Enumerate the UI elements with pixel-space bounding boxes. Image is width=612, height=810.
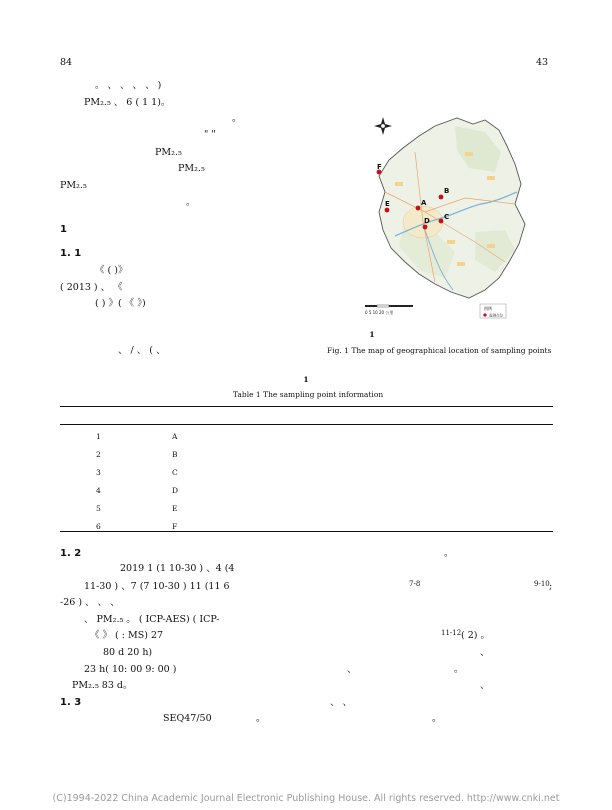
- sec12-semicolon: ;: [549, 581, 553, 592]
- body-line-2: PM₂.₅ 、 6 ( 1 1)。: [84, 97, 171, 108]
- place-marker: [457, 262, 465, 266]
- figure-caption-en: Fig. 1 The map of geographical location of sampling points: [327, 346, 552, 355]
- body-line-5: PM₂.₅: [155, 147, 182, 158]
- sec12-line-8: PM₂.₅ 83 d。: [72, 680, 133, 691]
- table-caption-en: Table 1 The sampling point information: [233, 390, 384, 399]
- sec12-line-7: 23 h( 10: 00 9: 00 ): [84, 664, 177, 675]
- body-line-6: PM₂.₅: [178, 163, 205, 174]
- map-legend: [480, 304, 506, 318]
- sampling-point-label: A: [421, 199, 427, 207]
- sec12-line-5-end: ( 2) 。: [461, 630, 490, 641]
- body-line-7: PM₂.₅: [60, 180, 87, 191]
- table-cell-no: 6: [96, 522, 101, 531]
- table-cell-point: E: [172, 504, 178, 513]
- sec12-line-4: 、 PM₂.₅ 。 ( ICP-AES) ( ICP-: [84, 614, 220, 625]
- sec13-line-1: 、 、: [330, 697, 353, 708]
- sec12-line-8-end: 、: [480, 680, 490, 691]
- table-cell-point: C: [172, 468, 178, 477]
- sec12-ref-11-12: 11-12: [441, 629, 462, 637]
- sec13-line-2-r2: 。: [432, 713, 442, 724]
- section-1-heading: 1: [60, 224, 67, 235]
- place-marker: [447, 240, 455, 244]
- table-cell-point: F: [172, 522, 178, 531]
- sec12-line-7-r1: 、: [347, 664, 357, 675]
- section-1-3-heading: 1. 3: [60, 697, 82, 708]
- table-number: 1: [303, 375, 309, 384]
- table-cell-no: 2: [96, 450, 101, 459]
- sec11-line-1: 《 ( )》: [95, 265, 128, 276]
- sampling-point-d: [423, 225, 428, 230]
- table-bottom-rule: [60, 531, 553, 532]
- place-marker: [487, 176, 495, 180]
- scale-bar-label: 0 5 10 20 公里: [365, 310, 394, 315]
- sampling-point-label: F: [377, 163, 382, 171]
- legend-title: 图例: [484, 306, 492, 311]
- sampling-point-b: [439, 195, 444, 200]
- body-line-3: 。: [232, 113, 242, 124]
- table-header-rule: [60, 424, 553, 425]
- table-cell-point: D: [172, 486, 179, 495]
- sampling-location-map: [365, 112, 555, 324]
- sec12-line-2: 11-30 ) 、7 (7 10-30 ) 11 (11 6: [84, 581, 230, 592]
- sampling-point-label: D: [424, 217, 430, 225]
- page-number-left: 84: [60, 57, 73, 68]
- sec12-line-5: 《 》 ( : MS) 27: [90, 630, 164, 641]
- sec12-line-7-r2: 。: [454, 664, 464, 675]
- body-line-8: 。: [186, 197, 196, 208]
- table-cell-no: 1: [96, 432, 101, 441]
- place-marker: [395, 182, 403, 186]
- sec12-line-3: -26 ) 、 、 、: [60, 597, 120, 608]
- region-outline: [379, 118, 525, 298]
- sec12-line-6: 80 d 20 h): [103, 647, 153, 658]
- scale-bar: [365, 305, 413, 315]
- sec13-line-2-r1: 。: [256, 713, 266, 724]
- table-cell-point: A: [172, 432, 178, 441]
- table-cell-no: 5: [96, 504, 101, 513]
- sampling-point-label: B: [444, 187, 450, 195]
- sampling-point-a: [416, 206, 421, 211]
- sec12-ref-9-10: 9-10: [534, 580, 550, 588]
- table-top-rule: [60, 406, 553, 407]
- sec11-line-4: 、 / 、 ( 、: [118, 345, 166, 356]
- sampling-point-c: [439, 219, 444, 224]
- sampling-point-e: [385, 208, 390, 213]
- table-cell-no: 4: [96, 486, 101, 495]
- page-number-right: 43: [536, 57, 549, 68]
- section-1-2-heading: 1. 2: [60, 548, 82, 559]
- figure-number: 1: [369, 330, 375, 339]
- sec11-line-2: ( 2013 ) 、 《: [60, 282, 123, 293]
- compass-icon: [374, 117, 392, 135]
- sampling-point-label: C: [444, 213, 450, 221]
- place-marker: [465, 152, 473, 156]
- sec11-line-3: ( ) 》( 《 》): [95, 298, 146, 309]
- sec12-ref-7-8: 7-8: [409, 580, 421, 588]
- section-1-1-heading: 1. 1: [60, 248, 82, 259]
- legend-item: 监测点位: [489, 313, 503, 318]
- copyright-footer: (C)1994-2022 China Academic Journal Electronic Publishing House. All rights reserved. http://www.cnki.net: [52, 793, 560, 804]
- sec13-line-2: SEQ47/50: [163, 713, 212, 724]
- sec12-line-6-end: 、: [480, 647, 490, 658]
- sec12-line-1: 2019 1 (1 10-30 ) 、4 (4: [120, 563, 235, 574]
- sec12-line-0: 。: [444, 548, 454, 559]
- table-cell-no: 3: [96, 468, 101, 477]
- sampling-point-label: E: [385, 200, 390, 208]
- table-cell-point: B: [172, 450, 178, 459]
- place-marker: [487, 244, 495, 248]
- body-line-4: " ": [204, 129, 216, 140]
- body-line-1: 。 、 、 、 、 ): [95, 80, 162, 91]
